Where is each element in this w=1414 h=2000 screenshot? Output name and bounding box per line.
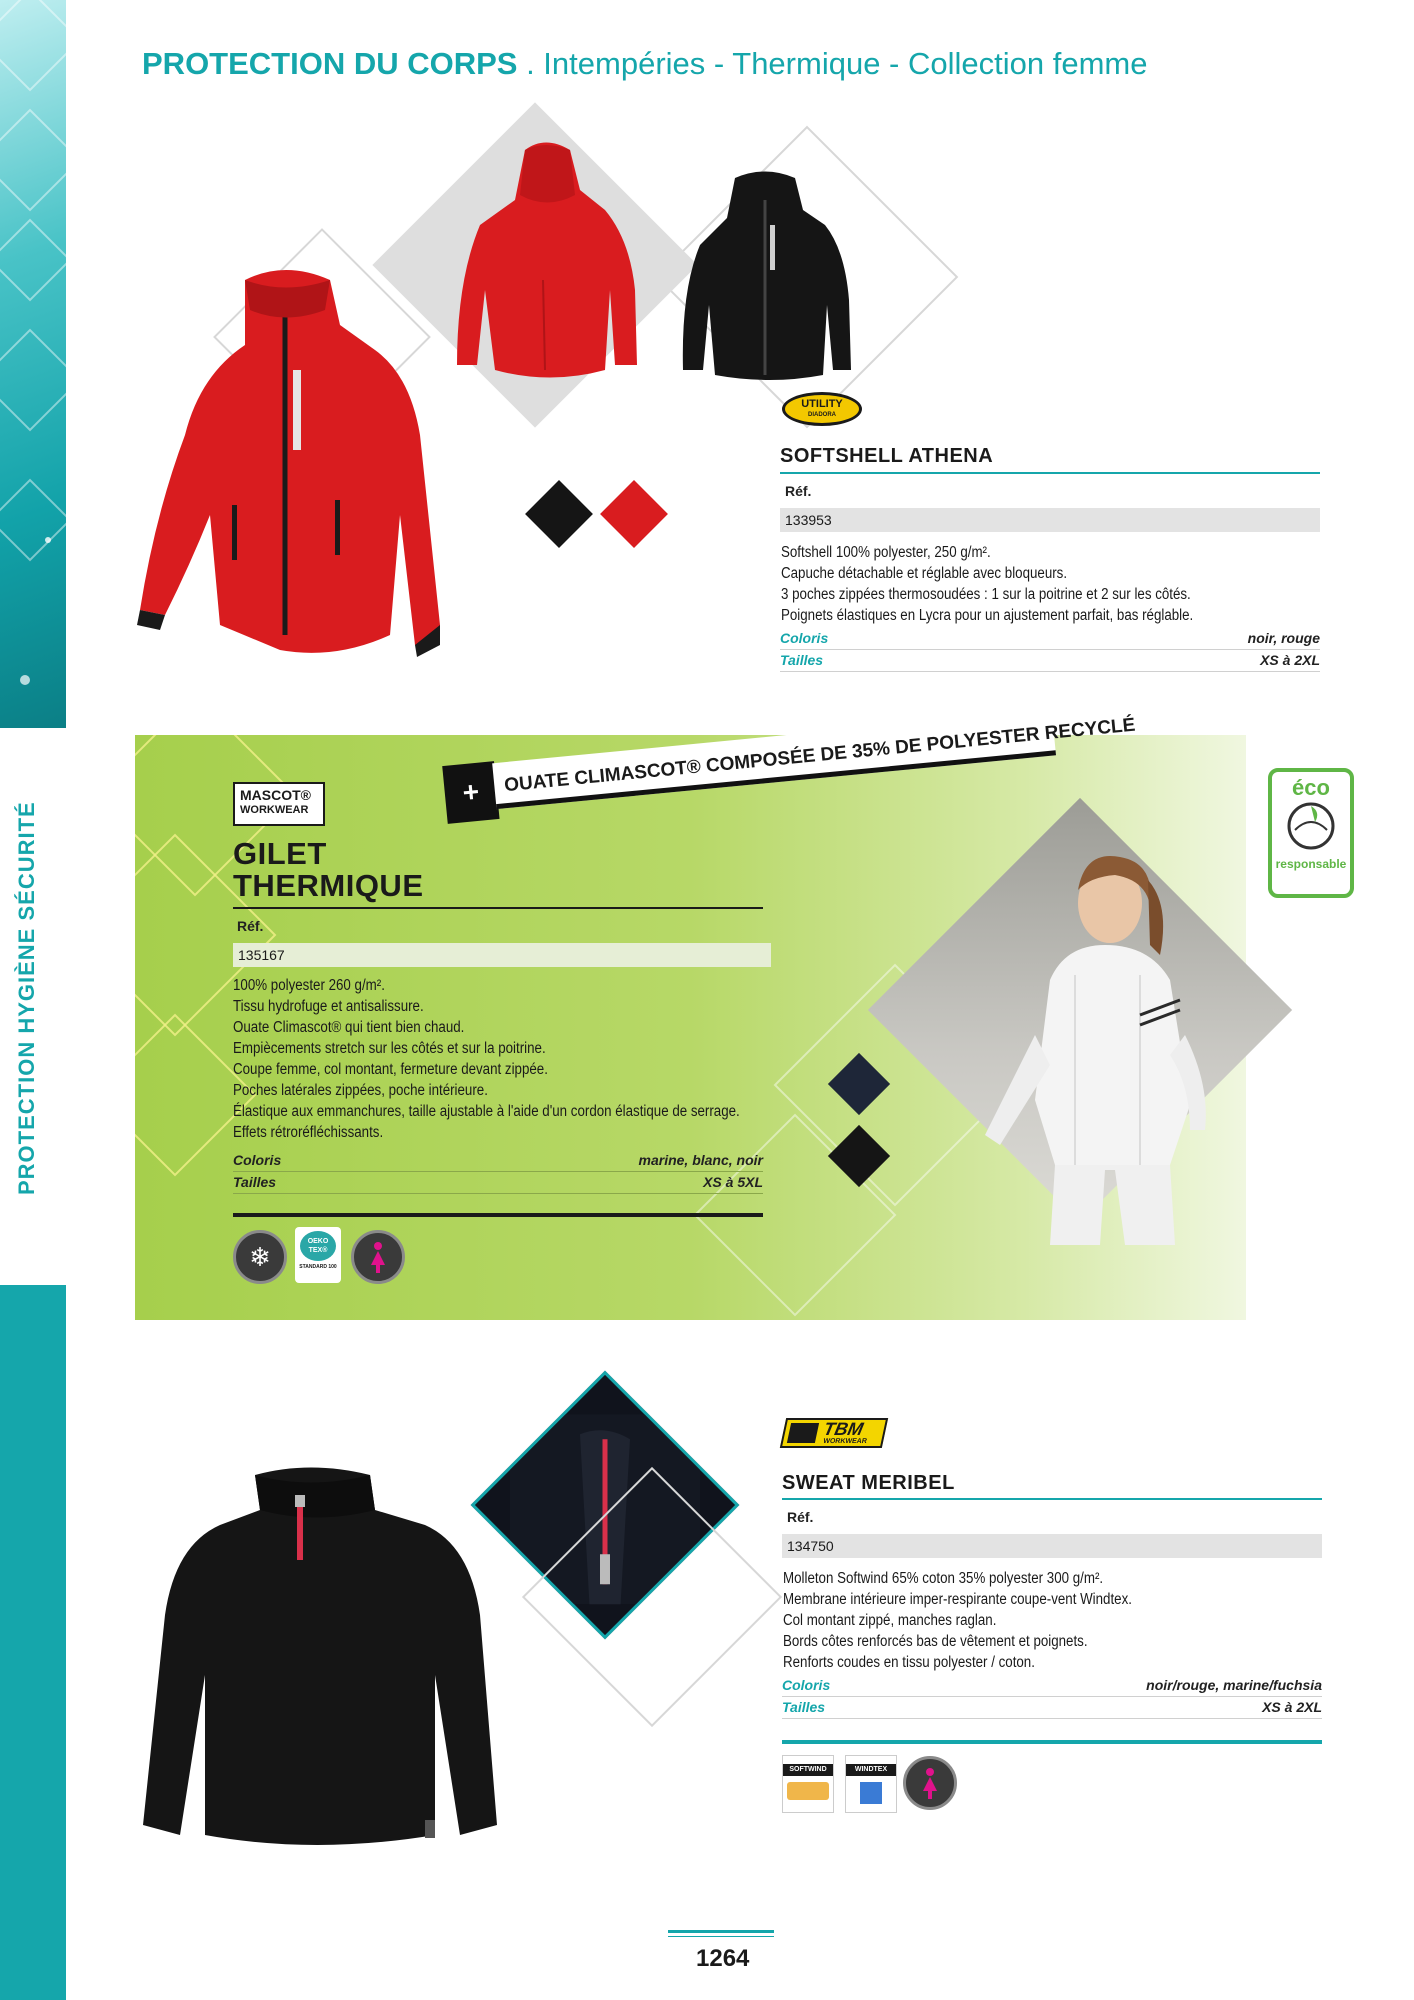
oeko-tex-icon xyxy=(295,1227,341,1283)
product-description xyxy=(781,542,1193,626)
globe-leaf-icon xyxy=(1285,800,1337,852)
desc-line: Poignets élastiques en Lycra pour un ajustement parfait, bas réglable. xyxy=(781,607,1194,624)
sizes-value: XS à 2XL xyxy=(1262,1699,1322,1715)
title-divider xyxy=(782,1498,1322,1500)
mascot-workwear-logo xyxy=(233,782,325,826)
product-title: SWEAT MERIBEL xyxy=(782,1472,955,1494)
oeko-line: OEKO xyxy=(307,1238,329,1245)
plus-icon: + xyxy=(442,761,499,824)
spec-table xyxy=(780,628,1320,672)
oeko-line: STANDARD 100 xyxy=(299,1264,337,1270)
oeko-line: TEX® xyxy=(308,1247,328,1254)
page-number: 1264 xyxy=(696,1945,750,1972)
eco-responsable-badge xyxy=(1268,768,1354,898)
colors-row xyxy=(233,1150,763,1172)
desc-line: Élastique aux emmanchures, taille ajustable à l'aide d'un cordon élastique de serrage. xyxy=(233,1103,740,1120)
red-jacket-back-image xyxy=(455,140,640,380)
title-line: THERMIQUE xyxy=(233,868,424,903)
softwind-badge-icon xyxy=(782,1755,834,1813)
product-title: SOFTSHELL ATHENA xyxy=(780,445,994,467)
banner-text: OUATE CLIMASCOT® COMPOSÉE DE 35% DE POLYESTER RECYCLÉ xyxy=(492,709,1056,809)
colors-label: Coloris xyxy=(233,1152,282,1168)
desc-line: Tissu hydrofuge et antisalissure. xyxy=(233,998,424,1015)
sizes-label: Tailles xyxy=(782,1699,826,1715)
color-swatch-black xyxy=(525,480,593,548)
windtex-badge-icon xyxy=(845,1755,897,1813)
desc-line: Renforts coudes en tissu polyester / coton. xyxy=(783,1654,1035,1671)
side-section-label: PROTECTION HYGIÈNE SÉCURITÉ xyxy=(14,801,39,1195)
ref-label: Réf. xyxy=(787,1509,814,1525)
product-description xyxy=(783,1568,1132,1673)
desc-line: Effets rétroréfléchissants. xyxy=(233,1124,384,1141)
sizes-row xyxy=(233,1172,763,1194)
badge-label: WINDTEX xyxy=(846,1764,896,1776)
desc-line: Col montant zippé, manches raglan. xyxy=(783,1612,997,1629)
ref-value: 135167 xyxy=(233,943,771,967)
page-header xyxy=(142,46,1147,82)
sizes-row xyxy=(780,650,1320,672)
ref-value: 134750 xyxy=(782,1534,1322,1558)
brand-name: MASCOT® xyxy=(240,787,311,803)
sizes-value: XS à 2XL xyxy=(1260,652,1320,668)
title-line: GILET xyxy=(233,836,327,871)
utility-diadora-logo xyxy=(782,392,862,426)
side-band-bottom xyxy=(0,1285,66,2000)
brand-sub: DIADORA xyxy=(808,412,836,418)
sizes-value: XS à 5XL xyxy=(703,1174,763,1190)
ref-value: 133953 xyxy=(780,508,1320,532)
tbm-workwear-logo xyxy=(780,1418,888,1448)
white-gilet-model-image xyxy=(965,835,1235,1245)
women-fit-icon xyxy=(903,1756,957,1810)
product-description xyxy=(233,975,740,1143)
title-divider xyxy=(233,907,763,909)
spec-table xyxy=(782,1675,1322,1719)
tbm-mark-icon xyxy=(787,1423,819,1443)
ref-label: Réf. xyxy=(237,918,264,934)
desc-line: Bords côtes renforcés bas de vêtement et poignets. xyxy=(783,1633,1088,1650)
color-swatch-red xyxy=(600,480,668,548)
header-bold: PROTECTION DU CORPS xyxy=(142,46,518,81)
header-rest: . Intempéries - Thermique - Collection femme xyxy=(517,46,1148,81)
red-softshell-jacket-image xyxy=(135,265,445,665)
colors-row xyxy=(782,1675,1322,1697)
desc-line: Softshell 100% polyester, 250 g/m². xyxy=(781,544,991,561)
title-divider xyxy=(780,472,1320,474)
desc-line: Membrane intérieure imper-respirante coupe-vent Windtex. xyxy=(783,1591,1132,1608)
desc-line: Empiècements stretch sur les côtés et sur la poitrine. xyxy=(233,1040,546,1057)
page-number-rule xyxy=(668,1930,774,1933)
colors-value: noir, rouge xyxy=(1247,630,1320,646)
page-number-rule xyxy=(668,1936,774,1937)
black-softshell-jacket-image xyxy=(675,170,855,380)
badge-label: SOFTWIND xyxy=(783,1764,833,1776)
side-band-top xyxy=(0,0,66,728)
colors-label: Coloris xyxy=(780,630,829,646)
spec-divider xyxy=(782,1740,1322,1744)
women-fit-icon xyxy=(351,1230,405,1284)
sizes-label: Tailles xyxy=(233,1174,277,1190)
brand-sub: WORKWEAR xyxy=(822,1438,868,1445)
colors-value: marine, blanc, noir xyxy=(638,1152,763,1168)
desc-line: 3 poches zippées thermosoudées : 1 sur la poitrine et 2 sur les côtés. xyxy=(781,586,1191,603)
sizes-label: Tailles xyxy=(780,652,824,668)
brand-sub: WORKWEAR xyxy=(240,804,309,816)
desc-line: 100% polyester 260 g/m². xyxy=(233,977,385,994)
ref-label: Réf. xyxy=(785,483,812,499)
desc-line: Ouate Climascot® qui tient bien chaud. xyxy=(233,1019,465,1036)
colors-row xyxy=(780,628,1320,650)
product-title xyxy=(233,838,424,902)
brand-name: TBM xyxy=(821,1419,865,1439)
desc-line: Molleton Softwind 65% coton 35% polyester 300 g/m². xyxy=(783,1570,1104,1587)
sizes-row xyxy=(782,1697,1322,1719)
eco-top-text: éco xyxy=(1292,775,1330,800)
colors-value: noir/rouge, marine/fuchsia xyxy=(1146,1677,1322,1693)
snowflake-icon: ❄ xyxy=(233,1230,287,1284)
eco-bottom-text: responsable xyxy=(1275,857,1347,871)
brand-name: UTILITY xyxy=(801,398,843,410)
colors-label: Coloris xyxy=(782,1677,831,1693)
black-sweatshirt-image xyxy=(135,1465,500,1860)
desc-line: Coupe femme, col montant, fermeture devant zippée. xyxy=(233,1061,548,1078)
spec-divider xyxy=(233,1213,763,1217)
spec-table xyxy=(233,1150,763,1194)
desc-line: Poches latérales zippées, poche intérieure. xyxy=(233,1082,488,1099)
desc-line: Capuche détachable et réglable avec bloqueurs. xyxy=(781,565,1068,582)
